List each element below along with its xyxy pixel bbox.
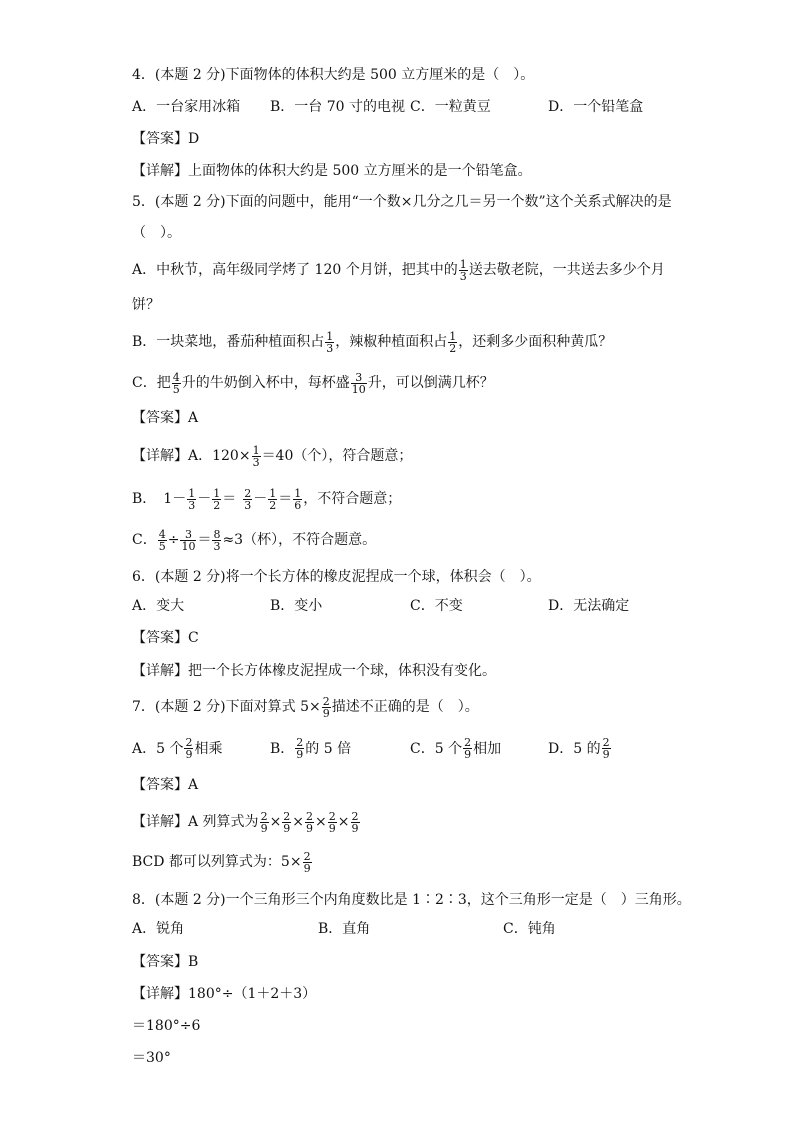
equals-sign: ＝ — [222, 491, 237, 507]
q5-option-b-text-end: ，还剩多少面积种黄瓜？ — [458, 334, 613, 350]
q5-detail-b-text: B． 1－ — [132, 491, 187, 507]
q5-detail-c — [132, 528, 376, 552]
q7-option-c-text: C．5 个 — [410, 740, 463, 757]
q7-answer: 【答案】A — [132, 777, 199, 793]
q7-stem-text: 7．(本题 2 分)下面对算式 5× — [132, 699, 321, 715]
q8-detail-line2: ＝180°÷6 — [132, 1018, 201, 1034]
q5-detail-b-text-end: ，不符合题意； — [303, 491, 402, 507]
q5-stem-line1: 5．(本题 2 分)下面的问题中，能用“一个数×几分之几＝另一个数”这个关系式解决的是 — [132, 194, 672, 210]
fraction-one-half: $\frac{1}{2}$ — [213, 486, 221, 512]
fraction-one-third: $\frac{1}{3}$ — [459, 257, 467, 283]
q5-option-c-text-end: 升，可以倒满几杯？ — [367, 375, 494, 391]
q7-option-b — [270, 737, 351, 760]
fraction-two-ninths: $\frac{2}{9}$ — [464, 736, 472, 761]
fraction-one-half: $\frac{1}{2}$ — [269, 486, 277, 512]
divide-sign: ÷ — [167, 532, 180, 548]
fraction-two-ninths: $\frac{2}{9}$ — [351, 809, 359, 835]
times-sign: × — [315, 814, 327, 830]
minus-sign: － — [197, 491, 212, 507]
q7-option-a-text-end: 相乘 — [194, 740, 223, 757]
q7-detail-text: 【详解】A 列算式为 — [132, 814, 259, 830]
q4-option-a: A．一台家用冰箱 — [132, 99, 241, 115]
q6-answer: 【答案】C — [132, 630, 199, 646]
q4-answer: 【答案】D — [132, 131, 200, 147]
q8-detail-line1: 【详解】180°÷（1＋2＋3） — [132, 986, 317, 1002]
times-sign: × — [292, 814, 305, 830]
fraction-four-fifths: $\frac{4}{5}$ — [158, 527, 166, 553]
q7-option-c-text-end: 相加 — [473, 740, 502, 757]
q4-option-c: C．一粒黄豆 — [410, 99, 491, 115]
q5-detail-a — [132, 444, 412, 468]
q4-detail: 【详解】上面物体的体积大约是 500 立方厘米的是一个铅笔盒。 — [132, 163, 532, 179]
times-sign: × — [337, 814, 350, 830]
fraction-one-third: $\frac{1}{3}$ — [326, 329, 334, 355]
fraction-two-ninths: $\frac{2}{9}$ — [260, 809, 268, 835]
q7-stem-text-end: 描述不正确的是（ ）。 — [331, 699, 479, 715]
q6-detail: 【详解】把一个长方体橡皮泥捏成一个球，体积没有变化。 — [132, 663, 496, 679]
q5-option-b-text-mid: ，辣椒种植面积占 — [335, 334, 448, 350]
q7-option-a — [132, 737, 222, 760]
q8-detail-line3: ＝30° — [132, 1050, 171, 1066]
q4-stem: 4．(本题 2 分)下面物体的体积大约是 500 立方厘米的是（ ）。 — [132, 67, 535, 83]
q4-option-b: B．一台 70 寸的电视 — [270, 99, 406, 115]
q8-option-a: A．锐角 — [132, 921, 185, 937]
q5-option-c-text: C．把 — [132, 375, 171, 391]
q5-option-b — [132, 330, 612, 354]
q6-option-d: D．无法确定 — [548, 598, 630, 614]
equals-sign: ＝ — [278, 491, 293, 507]
fraction-two-ninths: $\frac{2}{9}$ — [328, 809, 336, 835]
q5-detail-a-text: 【详解】A．120× — [132, 448, 251, 464]
q5-option-a-text-end: 送去敬老院，一共送去多少个月 — [468, 262, 665, 278]
fraction-two-ninths: $\frac{2}{9}$ — [322, 694, 330, 720]
fraction-one-third: $\frac{1}{3}$ — [188, 486, 196, 512]
q7-option-c — [410, 737, 501, 760]
fraction-two-ninths: $\frac{2}{9}$ — [303, 849, 311, 875]
q8-stem: 8．(本题 2 分)一个三角形三个内角度数比是 1∶2∶3，这个三角形一定是（ ）三角形。 — [132, 892, 691, 908]
q5-detail-b — [132, 487, 401, 511]
fraction-two-ninths: $\frac{2}{9}$ — [185, 736, 193, 761]
times-sign: × — [269, 814, 282, 830]
q5-option-c-text-mid: 升的牛奶倒入杯中，每杯盛 — [181, 375, 350, 391]
q7-stem — [132, 695, 479, 719]
fraction-two-ninths: $\frac{2}{9}$ — [283, 809, 291, 835]
q7-option-a-text: A．5 个 — [132, 740, 184, 757]
fraction-one-sixth: $\frac{1}{6}$ — [294, 486, 302, 512]
minus-sign: － — [253, 491, 268, 507]
fraction-four-fifths: $\frac{4}{5}$ — [172, 370, 180, 396]
q7-option-d — [548, 737, 612, 760]
fraction-two-ninths: $\frac{2}{9}$ — [306, 809, 314, 835]
q7-bcd-line — [132, 850, 313, 874]
fraction-two-thirds: $\frac{2}{3}$ — [244, 486, 252, 512]
q8-answer: 【答案】B — [132, 954, 199, 970]
fraction-three-tenths: $\frac{3}{10}$ — [181, 527, 196, 553]
q8-option-b: B．直角 — [318, 921, 371, 937]
q6-option-b: B．变小 — [270, 598, 323, 614]
q5-option-b-text: B．一块菜地，番茄种植面积占 — [132, 334, 325, 350]
q5-stem-line2: （ ）。 — [132, 225, 181, 241]
q6-stem: 6．(本题 2 分)将一个长方体的橡皮泥捏成一个球，体积会（ ）。 — [132, 569, 541, 585]
q7-option-b-text-end: 的 5 倍 — [305, 740, 352, 757]
q6-option-a: A．变大 — [132, 598, 185, 614]
fraction-two-ninths: $\frac{2}{9}$ — [602, 736, 610, 761]
q4-option-d: D．一个铅笔盒 — [548, 99, 644, 115]
q5-option-a-line2: 饼？ — [132, 297, 160, 313]
q5-detail-c-text: C． — [132, 532, 157, 548]
q5-answer: 【答案】A — [132, 410, 199, 426]
q6-option-c: C．不变 — [410, 598, 463, 614]
q5-option-a-text: A．中秋节，高年级同学烤了 120 个月饼，把其中的 — [132, 262, 458, 278]
q7-detail — [132, 810, 361, 834]
fraction-two-ninths: $\frac{2}{9}$ — [296, 736, 304, 761]
fraction-eight-thirds: $\frac{8}{3}$ — [213, 527, 221, 553]
q5-detail-c-text-end: ≈3（杯），不符合题意。 — [222, 532, 377, 548]
q7-bcd-text: BCD 都可以列算式为：5× — [132, 854, 302, 870]
q5-option-c — [132, 371, 494, 395]
q5-option-a — [132, 258, 665, 282]
equals-sign: ＝ — [197, 532, 212, 548]
q7-option-b-text: B． — [270, 740, 295, 757]
fraction-three-tenths: $\frac{3}{10}$ — [351, 370, 366, 396]
q5-detail-a-text-end: ＝40（个），符合题意； — [261, 448, 413, 464]
q7-option-d-text: D．5 的 — [548, 740, 601, 757]
fraction-one-third: $\frac{1}{3}$ — [252, 443, 260, 469]
q8-option-c: C．钝角 — [503, 921, 556, 937]
fraction-one-half: $\frac{1}{2}$ — [449, 329, 457, 355]
